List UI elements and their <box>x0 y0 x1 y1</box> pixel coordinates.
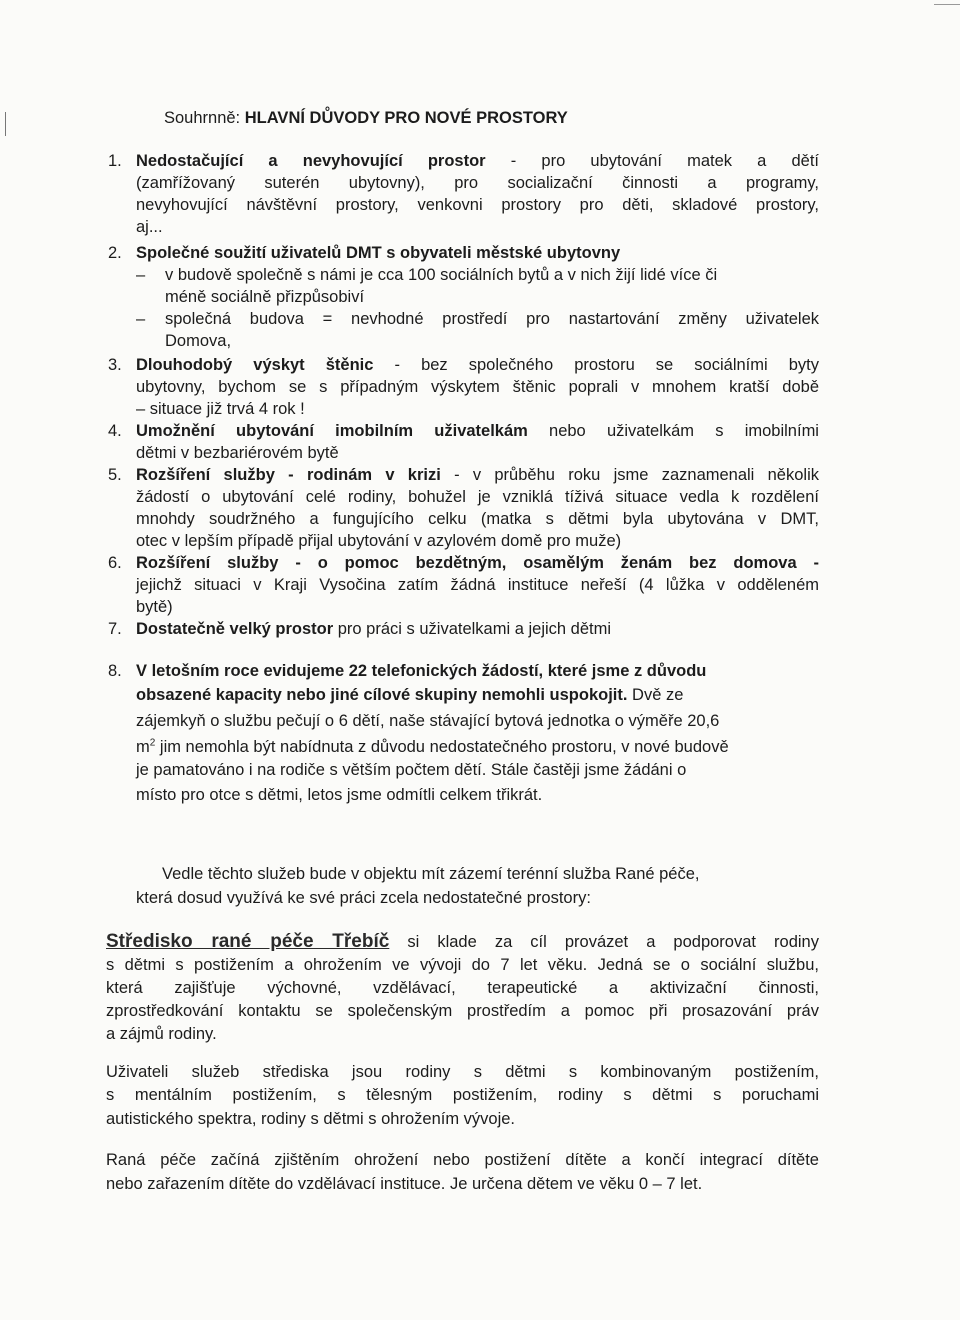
item-2-bullet-2-line-1: společná budova = nevhodné prostředí pro nastartování změny uživatelek <box>165 310 819 328</box>
item-5-number: 5. <box>108 466 122 484</box>
item-4-text: nebo uživatelkám s imobilními <box>527 422 819 440</box>
item-6-line-2: jejichž situaci v Kraji Vysočina zatím žádná instituce neřeší (4 lůžka v odděleném <box>136 576 819 594</box>
center-name: Středisko rané péče Třebíč <box>106 931 390 952</box>
heading-title: HLAVNÍ DŮVODY PRO NOVÉ PROSTORY <box>244 109 568 127</box>
item-7-title: Dostatečně velký prostor <box>136 620 334 638</box>
item-4-line-1 <box>136 421 819 442</box>
item-8-line-2 <box>136 685 683 706</box>
item-5-line-3: mnohdy soudržného a fungujícího celku (matka s dětmi byla ubytována v DMT, <box>136 510 819 528</box>
item-7-line-1 <box>136 619 611 640</box>
item-8-unit: m <box>136 738 150 756</box>
item-8-number: 8. <box>108 662 122 680</box>
item-5-line-4: otec v lepším případě přijal ubytování v azylovém domě pro muže) <box>136 532 622 550</box>
center-p1-line-2: s dětmi s postižením a ohrožením ve vývoji do 7 let věku. Jedná se o sociální službu, <box>106 956 819 974</box>
item-1-title: Nedostačující a nevyhovující prostor <box>136 152 486 170</box>
scan-mark <box>934 4 960 5</box>
item-3-line-3: – situace již trvá 4 rok ! <box>136 400 305 418</box>
item-8-title-line-2: obsazené kapacity nebo jiné cílové skupiny nemohli uspokojit. <box>136 686 628 704</box>
item-4-line-2: dětmi v bezbariérovém bytě <box>136 444 339 462</box>
item-3-line-2: ubytovny, bychom se s případným výskytem štěnic poprali v mnohem kratší době <box>136 378 819 396</box>
item-8-line-3: zájemkyň o službu pečují o 6 dětí, naše stávající bytová jednotka o výměře 20,6 <box>136 712 720 730</box>
item-8-title-line-1: V letošním roce evidujeme 22 telefonických žádostí, které jsme z důvodu <box>136 662 707 680</box>
item-3-line-1 <box>136 355 819 376</box>
item-3-number: 3. <box>108 356 122 374</box>
item-2-bullet-1-line-2: méně sociálně přizpůsobiví <box>165 288 365 306</box>
item-8-line-4 <box>136 737 729 758</box>
item-1-line-3: nevyhovující návštěvní prostory, venkovni prostory pro děti, skladové prostory, <box>136 196 819 214</box>
item-1-line-4: aj... <box>136 218 163 236</box>
center-p1-line-5: a zájmů rodiny. <box>106 1025 217 1043</box>
item-4-number: 4. <box>108 422 122 440</box>
item-2-dash-2: – <box>136 310 146 328</box>
scan-mark-left <box>5 112 6 136</box>
item-1-line-1 <box>136 151 819 172</box>
item-1-text: - pro ubytování matek a dětí <box>485 152 820 170</box>
intro-line-1: Vedle těchto služeb bude v objektu mít zázemí terénní služba Rané péče, <box>162 865 700 883</box>
item-8-unit-sup: 2 <box>149 737 156 749</box>
item-7-text: pro práci s uživatelkami a jejich dětmi <box>333 620 612 638</box>
item-1-number: 1. <box>108 152 122 170</box>
center-p2-line-2: s mentálním postižením, s tělesným postižením, rodiny s dětmi s poruchami <box>106 1086 819 1104</box>
center-p3-line-1: Raná péče začíná zjištěním ohrožení nebo postižení dítěte a končí integrací dítěte <box>106 1151 819 1169</box>
item-3-title: Dlouhodobý výskyt štěnic <box>136 356 374 374</box>
heading-prefix: Souhrnně: <box>164 109 241 127</box>
item-5-line-2: žádostí o ubytování celé rodiny, bohužel je vzniklá tíživá situace vedla k rozdělení <box>136 488 819 506</box>
item-7-number: 7. <box>108 620 122 638</box>
center-p2-line-1: Uživateli služeb střediska jsou rodiny s dětmi s kombinovaným postižením, <box>106 1063 819 1081</box>
item-8-text: Dvě ze <box>627 686 684 704</box>
center-p1-line-4: zprostředkování kontaktu se společenským prostředím a pomoc při prosazování práv <box>106 1002 819 1020</box>
item-6-number: 6. <box>108 554 122 572</box>
item-3-text: - bez společného prostoru se sociálními byty <box>373 356 819 374</box>
intro-line-2: která dosud využívá ke své práci zcela nedostatečné prostory: <box>136 889 591 907</box>
item-1-line-2: (zamřížovaný suterén ubytovny), pro socializační činnosti a programy, <box>136 174 819 192</box>
center-p1-line-1 <box>106 931 819 953</box>
center-p1-text: si klade za cíl provázet a podporovat rodiny <box>389 933 819 951</box>
item-4-title: Umožnění ubytování imobilním uživatelkám <box>136 422 528 440</box>
item-5-text: - v průběhu roku jsme zaznamenali několik <box>440 466 819 484</box>
item-5-title: Rozšíření služby - rodinám v krizi <box>136 466 441 484</box>
item-6-title: Rozšíření služby - o pomoc bezdětným, osamělým ženám bez domova - <box>136 554 819 572</box>
item-2-bullet-2-line-2: Domova, <box>165 332 232 350</box>
page-heading <box>164 108 568 129</box>
center-p2-line-3: autistického spektra, rodiny s dětmi s ohrožením vývoje. <box>106 1110 516 1128</box>
item-2-dash-1: – <box>136 266 146 284</box>
item-8-line-5: je pamatováno i na rodiče s větším počtem dětí. Stále častěji jsme žádáni o <box>136 761 687 779</box>
item-8-line-6: místo pro otce s dětmi, letos jsme odmítli celkem třikrát. <box>136 786 543 804</box>
center-p1-line-3: která zajišťuje výchovné, vzdělávací, terapeutické a aktivizační činnosti, <box>106 979 819 997</box>
item-5-line-1 <box>136 465 819 486</box>
item-8-text-2: jim nemohla být nabídnuta z důvodu nedostatečného prostoru, v nové budově <box>155 738 729 756</box>
item-2-bullet-1-line-1: v budově společně s námi je cca 100 sociálních bytů a v nich žijí lidé více či <box>165 266 718 284</box>
item-2-number: 2. <box>108 244 122 262</box>
center-p3-line-2: nebo zařazením dítěte do vzdělávací instituce. Je určena dětem ve věku 0 – 7 let. <box>106 1175 703 1193</box>
item-6-line-3: bytě) <box>136 598 173 616</box>
item-2-title: Společné soužití uživatelů DMT s obyvateli městské ubytovny <box>136 244 621 262</box>
